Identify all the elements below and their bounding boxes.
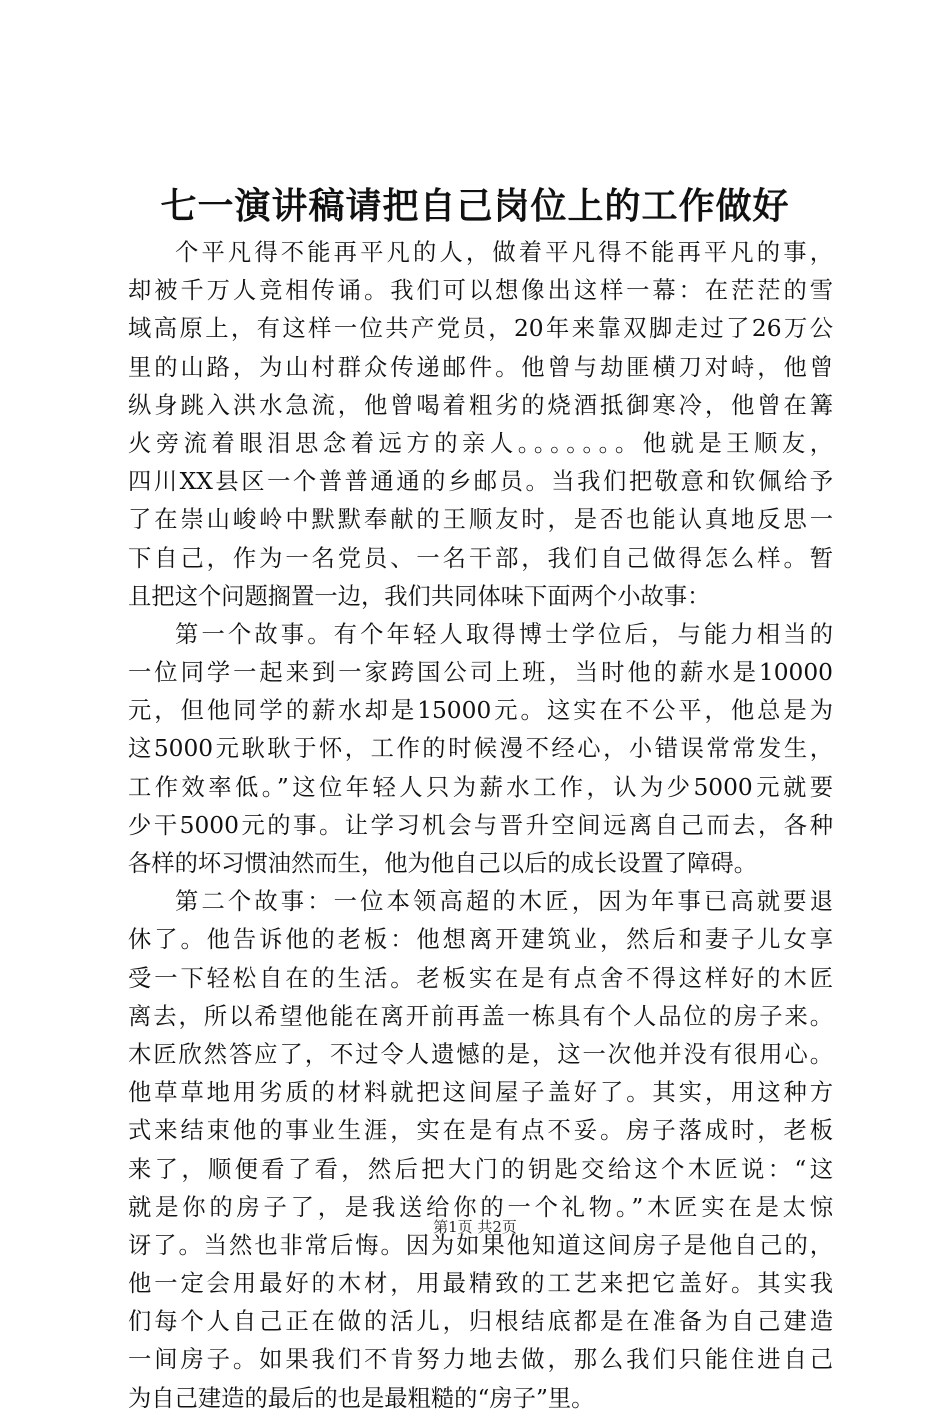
document-body bbox=[128, 234, 833, 1418]
text-line: 下自己，作为一名党员、一名干部，我们自己做得怎么样。暂 bbox=[128, 544, 833, 572]
text-line: 且把这个问题搁置一边，我们共同体味下面两个小故事： bbox=[128, 582, 711, 610]
text-line: 休了。他告诉他的老板：他想离开建筑业，然后和妻子儿女享 bbox=[128, 926, 833, 954]
text-line: 们每个人自己正在做的活儿，归根结底都是在准备为自己建造 bbox=[128, 1308, 833, 1336]
text-line: 式来结束他的事业生涯，实在是有点不妥。房子落成时，老板 bbox=[128, 1117, 833, 1145]
text-line: 木匠欣然答应了，不过令人遗憾的是，这一次他并没有很用心。 bbox=[128, 1040, 833, 1068]
text-line: 各样的坏习惯油然而生，他为他自己以后的成长设置了障碍。 bbox=[128, 850, 758, 877]
text-line: 少干5000元的事。让学习机会与晋升空间远离自己而去，各种 bbox=[128, 811, 833, 839]
text-line: 一位同学一起来到一家跨国公司上班，当时他的薪水是10000 bbox=[128, 659, 833, 687]
text-line: 了在崇山峻岭中默默奉献的王顺友时，是否也能认真地反思一 bbox=[128, 506, 833, 534]
text-line: 一间房子。如果我们不肯努力地去做，那么我们只能住进自己 bbox=[128, 1346, 833, 1374]
text-line: 里的山路，为山村群众传递邮件。他曾与劫匪横刀对峙，他曾 bbox=[128, 353, 833, 381]
text-line: 就是你的房子了，是我送给你的一个礼物。”木匠实在是太惊 bbox=[128, 1193, 833, 1221]
text-line: 却被千万人竞相传诵。我们可以想像出这样一幕：在茫茫的雪 bbox=[128, 277, 833, 305]
text-line: 工作效率低。”这位年轻人只为薪水工作，认为少5000元就要 bbox=[128, 773, 833, 801]
text-line: 这5000元耿耿于怀，工作的时候漫不经心，小错误常常发生， bbox=[128, 735, 833, 763]
text-line: 第一个故事。有个年轻人取得博士学位后，与能力相当的 bbox=[175, 620, 833, 648]
text-line: 元，但他同学的薪水却是15000元。这实在不公平，他总是为 bbox=[128, 697, 833, 725]
text-line: 火旁流着眼泪思念着远方的亲人。。。。。。。他就是王顺友， bbox=[128, 429, 833, 457]
text-line: 来了，顺便看了看，然后把大门的钥匙交给这个木匠说：“这 bbox=[128, 1155, 833, 1183]
text-line: 纵身跳入洪水急流，他曾喝着粗劣的烧酒抵御寒冷，他曾在篝 bbox=[128, 391, 833, 419]
text-line: 域高原上，有这样一位共产党员，20年来靠双脚走过了26万公 bbox=[128, 315, 833, 343]
text-line: 他一定会用最好的木材，用最精致的工艺来把它盖好。其实我 bbox=[128, 1270, 833, 1298]
text-line: 离去，所以希望他能在离开前再盖一栋具有个人品位的房子来。 bbox=[128, 1002, 833, 1030]
text-line: 为自己建造的最后的也是最粗糙的“房子”里。 bbox=[128, 1384, 595, 1412]
text-line: 他草草地用劣质的材料就把这间屋子盖好了。其实，用这种方 bbox=[128, 1079, 833, 1107]
text-line: 讶了。当然也非常后悔。因为如果他知道这间房子是他自己的， bbox=[128, 1231, 833, 1259]
text-line: 受一下轻松自在的生活。老板实在是有点舍不得这样好的木匠 bbox=[128, 964, 833, 992]
page-footer: 第1页 共2页 bbox=[433, 1218, 517, 1236]
document-title: 七一演讲稿请把自己岗位上的工作做好 bbox=[160, 185, 790, 227]
text-line: 个平凡得不能再平凡的人，做着平凡得不能再平凡的事， bbox=[175, 239, 833, 266]
text-line: 四川XX县区一个普普通通的乡邮员。当我们把敬意和钦佩给予 bbox=[128, 468, 833, 496]
text-line: 第二个故事：一位本领高超的木匠，因为年事已高就要退 bbox=[175, 888, 833, 916]
